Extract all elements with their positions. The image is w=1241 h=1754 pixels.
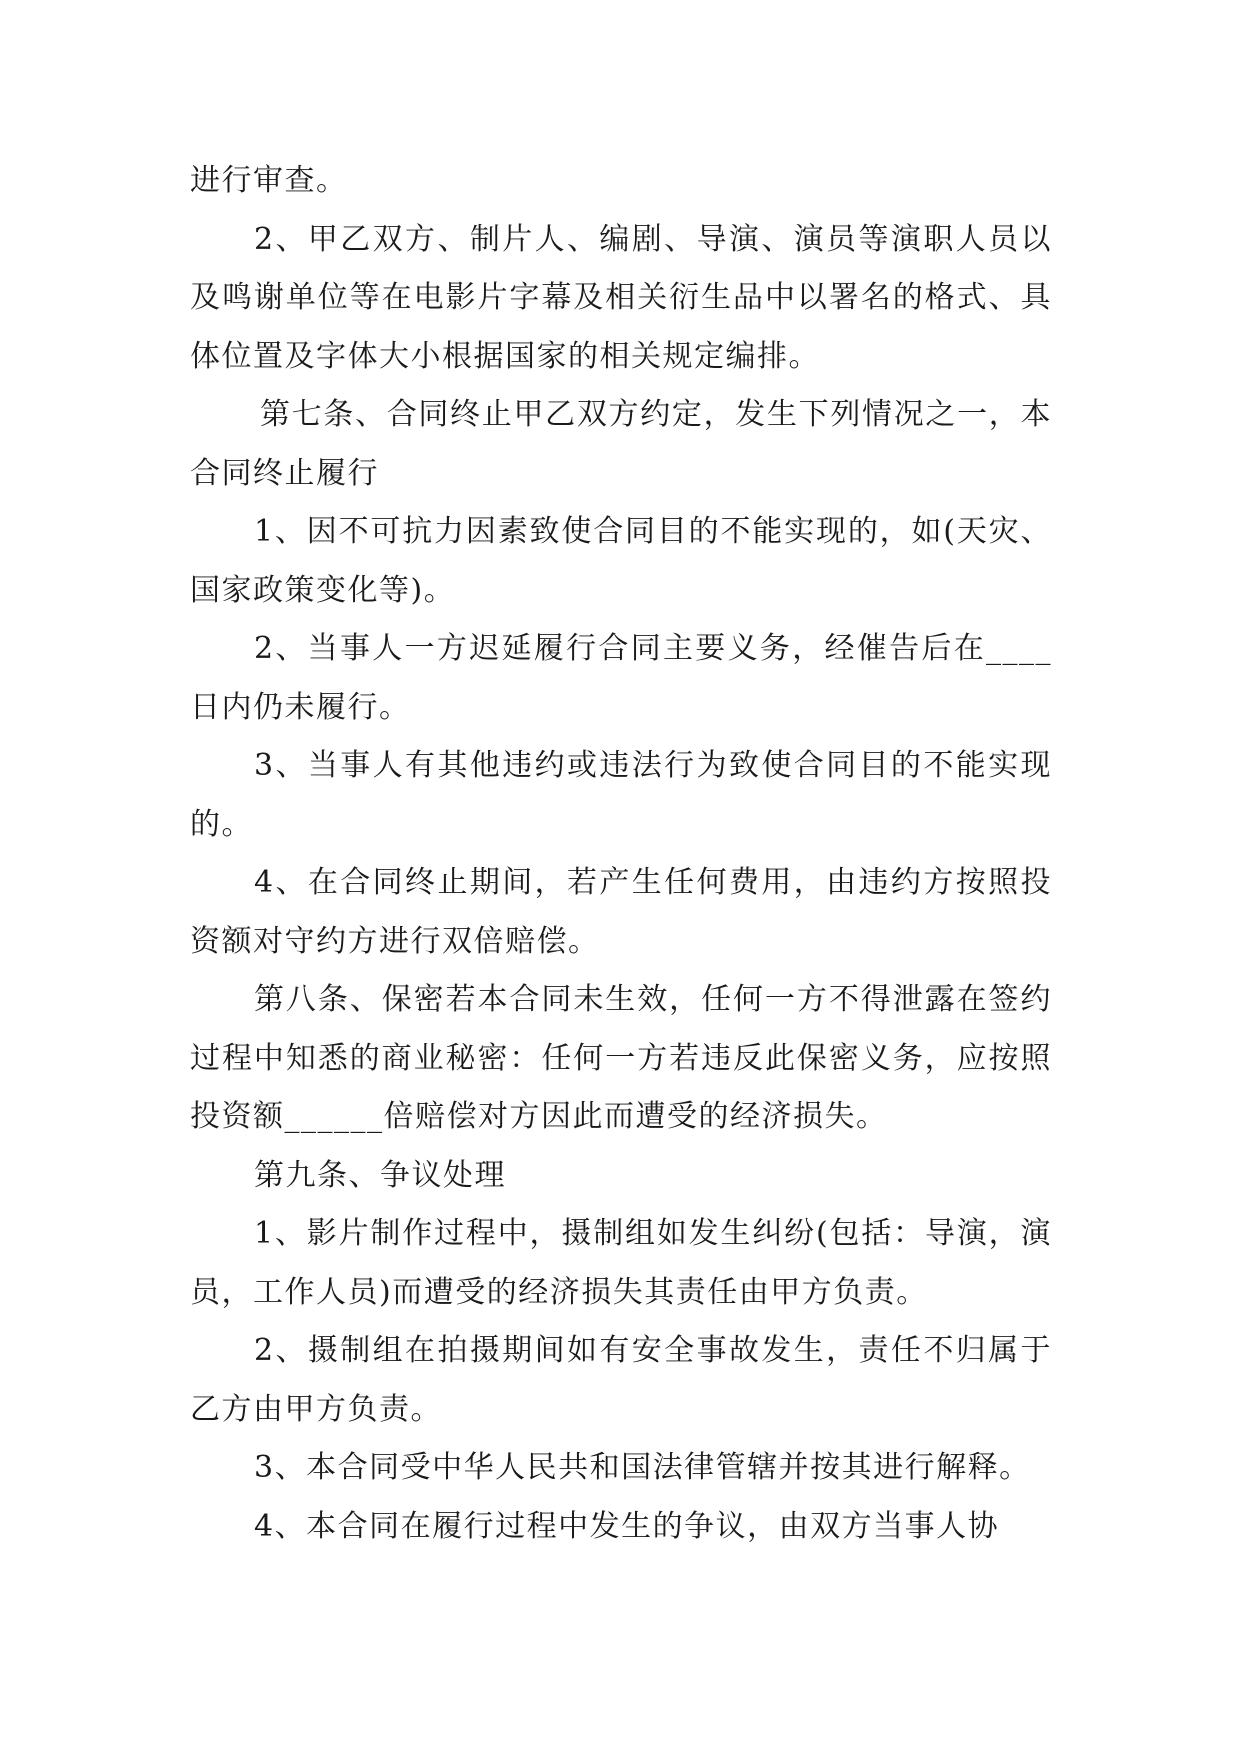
paragraph-force-majeure: 1、因不可抗力因素致使合同目的不能实现的，如(天灾、国家政策变化等)。 (190, 514, 1052, 608)
paragraph-article-7-termination: 第七条、合同终止甲乙双方约定，发生下列情况之一，本合同终止履行 (190, 397, 1052, 491)
document-body (190, 152, 1052, 1556)
paragraph-dispute-negotiation: 4、本合同在履行过程中发生的争议，由双方当事人协 (254, 1508, 1000, 1544)
paragraph-article-8-confidentiality: 第八条、保密若本合同未生效，任何一方不得泄露在签约过程中知悉的商业秘密：任何一方若违反此保密义务，应按照投资额______倍赔偿对方因此而遭受的经济损失。 (190, 982, 1052, 1134)
paragraph-delay-performance: 2、当事人一方迟延履行合同主要义务，经催告后在____日内仍未履行。 (190, 631, 1052, 725)
paragraph-breach: 3、当事人有其他违约或违法行为致使合同目的不能实现的。 (190, 748, 1052, 842)
paragraph-article-9-dispute: 第九条、争议处理 (254, 1157, 506, 1193)
paragraph-crew-disputes: 1、影片制作过程中，摄制组如发生纠纷(包括：导演，演员，工作人员)而遭受的经济损失其责任由甲方负责。 (190, 1216, 1052, 1310)
paragraph-termination-costs: 4、在合同终止期间，若产生任何费用，由违约方按照投资额对守约方进行双倍赔偿。 (190, 865, 1052, 959)
paragraph-review-end: 进行审查。 (190, 163, 348, 198)
paragraph-credits-order: 2、甲乙双方、制片人、编剧、导演、演员等演职人员以及鸣谢单位等在电影片字幕及相关衍生品中以署名的格式、具体位置及字体大小根据国家的相关规定编排。 (190, 221, 1052, 374)
paragraph-governing-law: 3、本合同受中华人民共和国法律管辖并按其进行解释。 (254, 1450, 1031, 1485)
paragraph-safety-accidents: 2、摄制组在拍摄期间如有安全事故发生，责任不归属于乙方由甲方负责。 (190, 1333, 1052, 1427)
